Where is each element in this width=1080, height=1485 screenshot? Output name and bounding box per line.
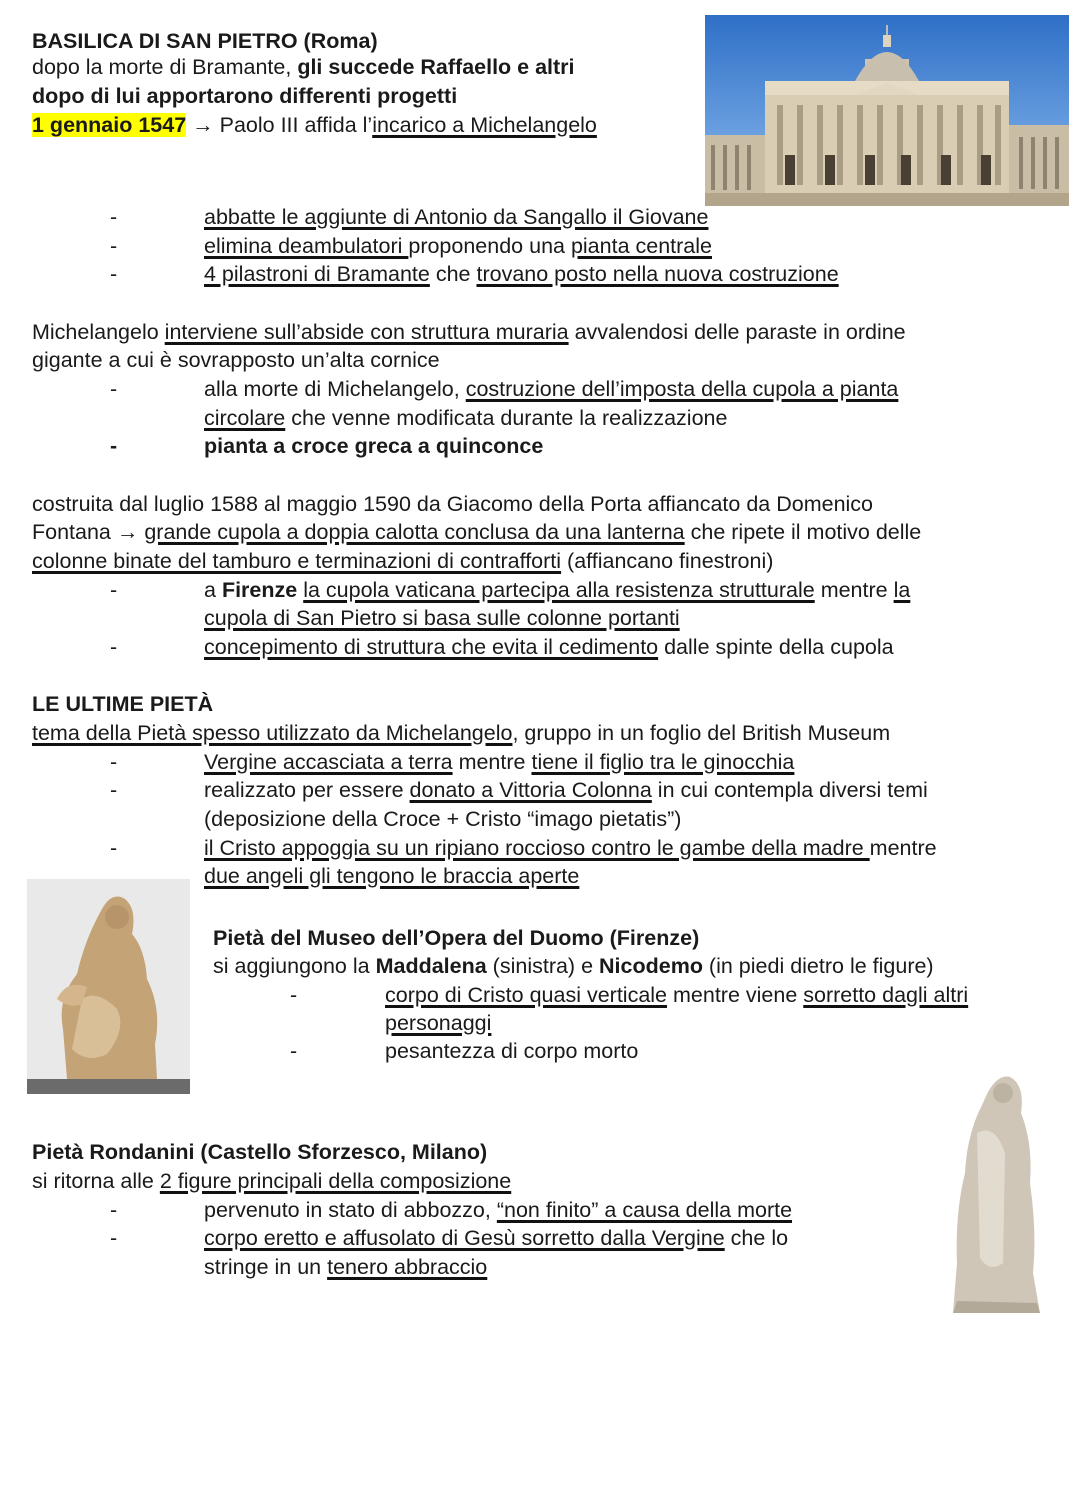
pieta-bandini-photo [27, 879, 190, 1094]
rondanini-title: Pietà Rondanini (Castello Sforzesco, Milano) [32, 1140, 488, 1164]
bullet-dash: - [110, 578, 118, 602]
date-highlight: 1 gennaio 1547 [32, 113, 187, 137]
basilica-line-3: dopo di lui apportarono differenti progetti [32, 84, 458, 108]
basilica-line-4: 1 gennaio 1547 → Paolo III affida l’incarico a Michelangelo [32, 113, 597, 137]
bullet-deambulatori: elimina deambulatori proponendo una pianta centrale [204, 234, 712, 258]
bullet-vittoria-colonna: realizzato per essere donato a Vittoria Colonna in cui contempla diversi temi [204, 778, 928, 802]
bullet-sangallo: abbatte le aggiunte di Antonio da Sangallo il Giovane [204, 205, 709, 229]
bullet-dash: - [110, 778, 118, 802]
basilica-photo [705, 15, 1069, 206]
bullet-dash: - [110, 635, 118, 659]
cupola-paragraph-line-2: Fontana → grande cupola a doppia calotta conclusa da una lanterna che ripete il motivo delle [32, 520, 922, 544]
bullet-dash: - [290, 983, 298, 1007]
bullet-pilastroni: 4 pilastroni di Bramante che trovano posto nella nuova costruzione [204, 262, 839, 286]
bullet-croce-greca: pianta a croce greca a quinconce [204, 434, 544, 458]
bullet-imposta-cupola-cont: circolare che venne modificata durante la realizzazione [204, 406, 728, 430]
bullet-firenze: a Firenze la cupola vaticana partecipa alla resistenza strutturale mentre la [204, 578, 911, 602]
duomo-intro: si aggiungono la Maddalena (sinistra) e Nicodemo (in piedi dietro le figure) [213, 954, 934, 978]
bullet-corpo-eretto-cont: stringe in un tenero abbraccio [204, 1255, 488, 1279]
bullet-dash: - [110, 434, 118, 458]
michelangelo-paragraph-line-1: Michelangelo interviene sull’abside con struttura muraria avvalendosi delle paraste in ordine [32, 320, 906, 344]
bullet-ripiano: il Cristo appoggia su un ripiano roccioso contro le gambe della madre mentre [204, 836, 937, 860]
bullet-cedimento: concepimento di struttura che evita il cedimento dalle spinte della cupola [204, 635, 894, 659]
michelangelo-paragraph-line-2: gigante a cui è sovrapposto un’alta cornice [32, 348, 440, 372]
bullet-corpo-verticale: corpo di Cristo quasi verticale mentre viene sorretto dagli altri [385, 983, 969, 1007]
bullet-firenze-cont: cupola di San Pietro si basa sulle colonne portanti [204, 606, 680, 630]
bullet-dash: - [110, 205, 118, 229]
bullet-dash: - [110, 1198, 118, 1222]
basilica-title: BASILICA DI SAN PIETRO (Roma) [32, 29, 378, 53]
bullet-dash: - [110, 377, 118, 401]
rondanini-intro: si ritorna alle 2 figure principali della composizione [32, 1169, 512, 1193]
bullet-dash: - [110, 836, 118, 860]
bullet-corpo-eretto: corpo eretto e affusolato di Gesù sorretto dalla Vergine che lo [204, 1226, 789, 1250]
bullet-dash: - [110, 1226, 118, 1250]
bullet-dash: - [110, 234, 118, 258]
pieta-intro: tema della Pietà spesso utilizzato da Michelangelo, gruppo in un foglio del British Museum [32, 721, 891, 745]
bullet-dash: - [110, 750, 118, 774]
bullet-abbozzo: pervenuto in stato di abbozzo, “non finito” a causa della morte [204, 1198, 793, 1222]
bullet-pesantezza: pesantezza di corpo morto [385, 1039, 639, 1063]
bullet-corpo-verticale-cont: personaggi [385, 1011, 492, 1035]
duomo-title: Pietà del Museo dell’Opera del Duomo (Firenze) [213, 926, 700, 950]
pieta-title: LE ULTIME PIETÀ [32, 692, 214, 716]
bullet-ripiano-cont: due angeli gli tengono le braccia aperte [204, 864, 580, 888]
cupola-paragraph-line-1: costruita dal luglio 1588 al maggio 1590 da Giacomo della Porta affiancato da Domenico [32, 492, 874, 516]
bullet-vittoria-colonna-cont: (deposizione della Croce + Cristo “imago pietatis”) [204, 807, 682, 831]
bullet-dash: - [290, 1039, 298, 1063]
pieta-rondanini-photo [945, 1063, 1045, 1318]
cupola-paragraph-line-3: colonne binate del tamburo e terminazioni di contrafforti (affiancano finestroni) [32, 549, 774, 573]
bullet-dash: - [110, 262, 118, 286]
bullet-vergine: Vergine accasciata a terra mentre tiene il figlio tra le ginocchia [204, 750, 795, 774]
basilica-line-2: dopo la morte di Bramante, gli succede Raffaello e altri [32, 55, 575, 79]
bullet-imposta-cupola: alla morte di Michelangelo, costruzione dell’imposta della cupola a pianta [204, 377, 899, 401]
